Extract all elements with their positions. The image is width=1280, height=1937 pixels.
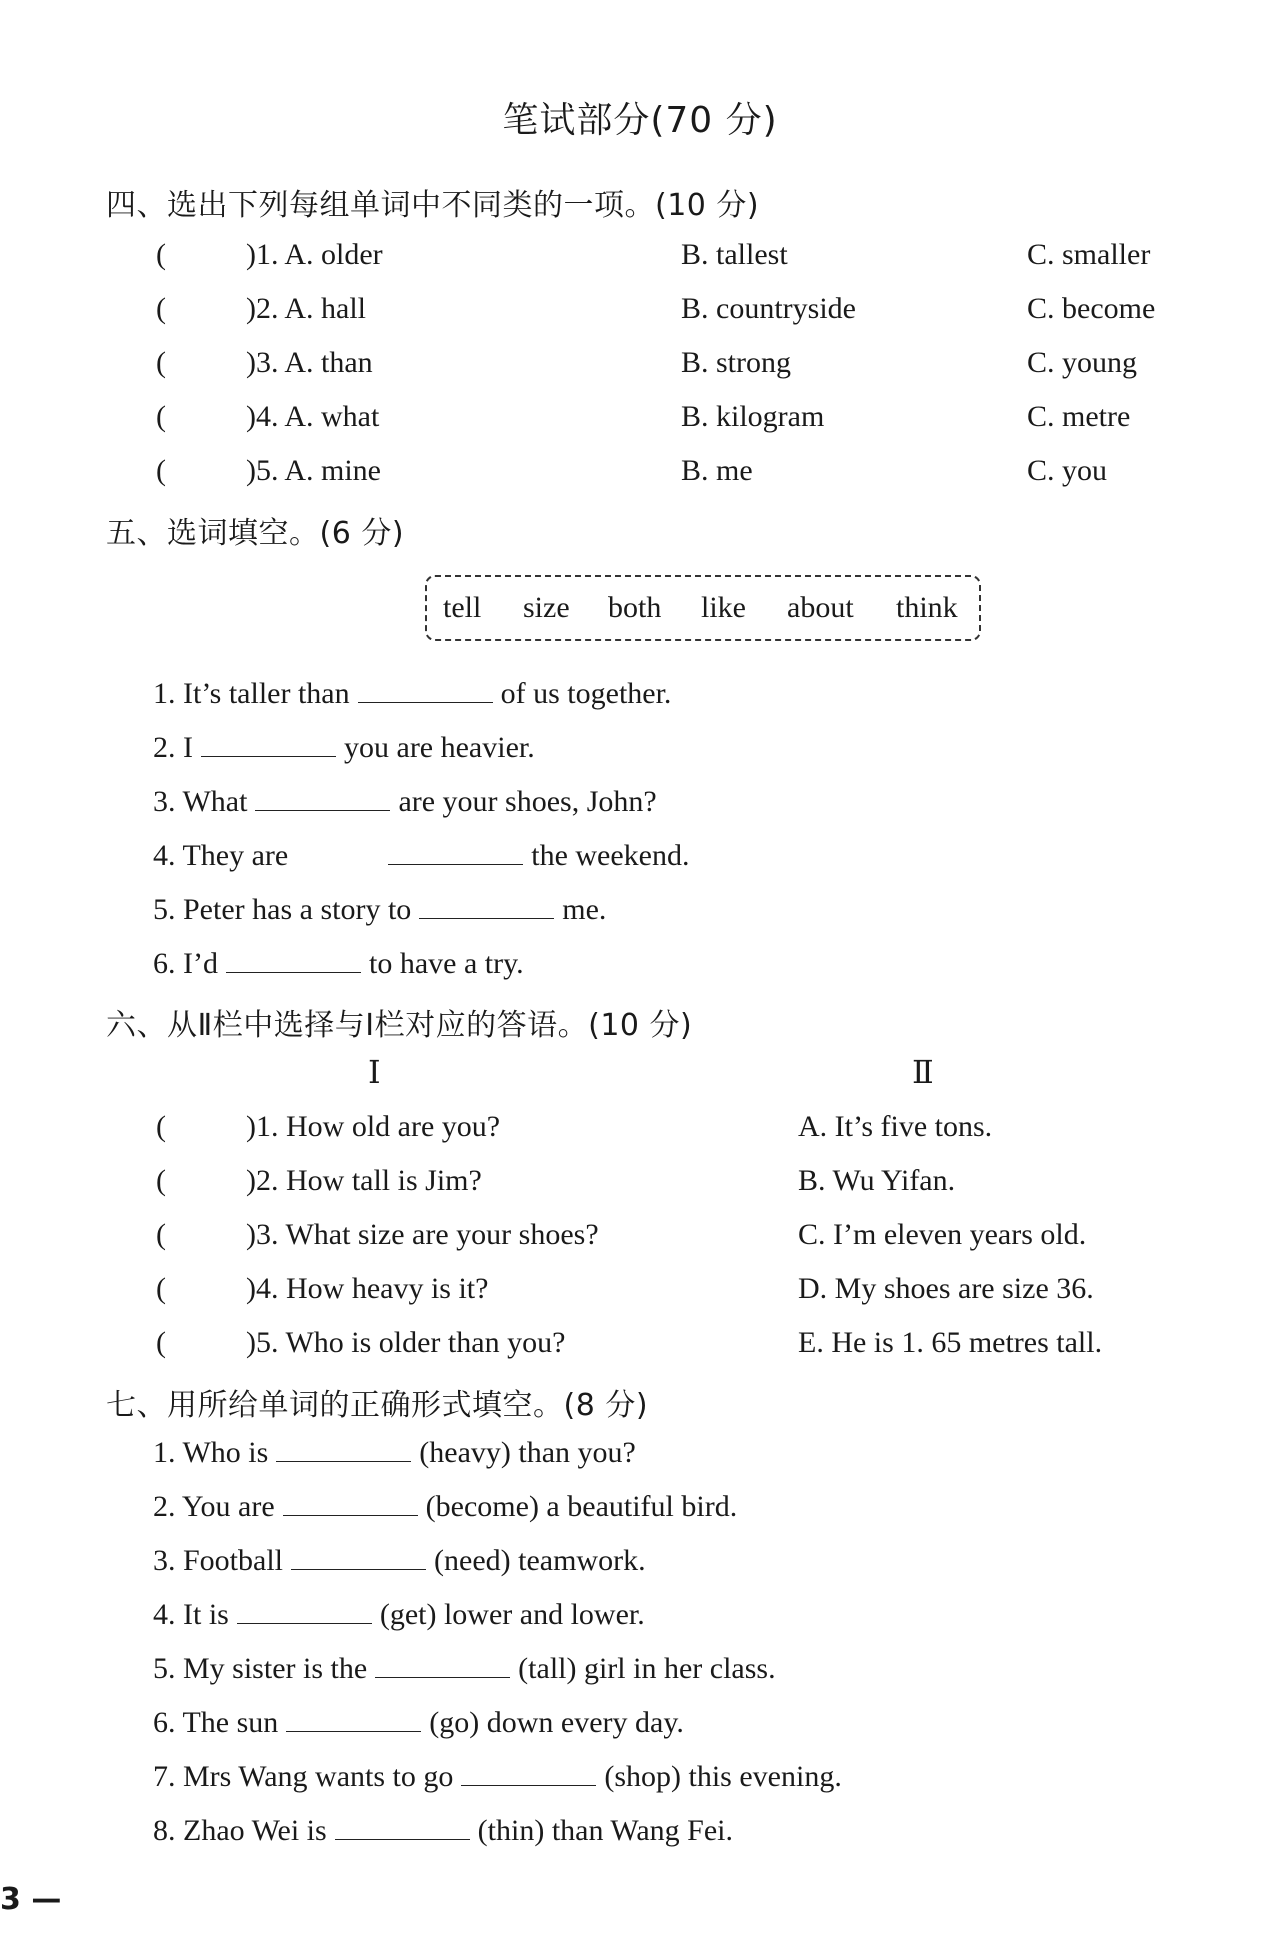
- sentence-start: 5. Peter has a story to: [153, 893, 412, 926]
- question-text: )1. A. older: [246, 238, 383, 271]
- question-text: )2. How tall is Jim?: [246, 1164, 482, 1197]
- word-bank-word: both: [608, 591, 662, 624]
- answer-blank[interactable]: [255, 786, 390, 811]
- sentence-start: 7. Mrs Wang wants to go: [153, 1760, 454, 1793]
- sentence-end: to have a try.: [368, 947, 524, 980]
- sentence-end: (need) teamwork.: [434, 1544, 646, 1577]
- section-7-item: [153, 1652, 776, 1686]
- answer-option: A. It’s five tons.: [798, 1110, 993, 1143]
- answer-blank[interactable]: [283, 1491, 418, 1516]
- sentence-end: (become) a beautiful bird.: [425, 1490, 738, 1523]
- section-7-item: [153, 1760, 842, 1794]
- section-4-heading: 四、选出下列每组单词中不同类的一项。(10 分): [106, 188, 760, 223]
- section-7-heading: 七、用所给单词的正确形式填空。(8 分): [106, 1388, 649, 1423]
- sentence-end: (go) down every day.: [429, 1706, 684, 1739]
- answer-blank[interactable]: [237, 1599, 372, 1624]
- question-text: )5. A. mine: [246, 454, 381, 487]
- sentence-start: 4. They are: [153, 839, 289, 872]
- sentence-end: (thin) than Wang Fei.: [477, 1814, 733, 1847]
- sentence-start: 3. What: [153, 785, 248, 818]
- answer-paren: (: [156, 1164, 166, 1197]
- word-bank-word: about: [787, 591, 854, 624]
- answer-blank[interactable]: [276, 1437, 411, 1462]
- section-5-item: [153, 731, 535, 765]
- section-7-item: [153, 1598, 645, 1632]
- section-5-item: [153, 893, 606, 927]
- sentence-start: 2. You are: [153, 1490, 275, 1523]
- answer-paren: (: [156, 1218, 166, 1251]
- section-7-item: [153, 1814, 733, 1848]
- question-text: )3. A. than: [246, 346, 373, 379]
- answer-blank[interactable]: [201, 732, 336, 757]
- sentence-end: (get) lower and lower.: [379, 1598, 645, 1631]
- section-6-item: [0, 1272, 1280, 1316]
- sentence-start: 1. Who is: [153, 1436, 269, 1469]
- answer-blank[interactable]: [291, 1545, 426, 1570]
- answer-option: D. My shoes are size 36.: [798, 1272, 1094, 1305]
- column-2-heading: Ⅱ: [912, 1054, 934, 1090]
- sentence-end: (shop) this evening.: [604, 1760, 842, 1793]
- answer-blank[interactable]: [375, 1653, 510, 1678]
- answer-paren: (: [156, 346, 166, 379]
- section-7-item: [153, 1490, 737, 1524]
- answer-blank[interactable]: [286, 1707, 421, 1732]
- answer-blank[interactable]: [419, 894, 554, 919]
- word-bank-word: tell: [443, 591, 482, 624]
- sentence-start: 6. I’d: [153, 947, 218, 980]
- option-c: C. smaller: [1027, 238, 1151, 271]
- sentence-start: 1. It’s taller than: [153, 677, 350, 710]
- answer-paren: (: [156, 292, 166, 325]
- section-6-heading: 六、从Ⅱ栏中选择与Ⅰ栏对应的答语。(10 分): [106, 1008, 693, 1043]
- sentence-start: 6. The sun: [153, 1706, 279, 1739]
- answer-paren: (: [156, 1272, 166, 1305]
- word-bank-word: like: [701, 591, 746, 624]
- answer-paren: (: [156, 1326, 166, 1359]
- sentence-start: 4. It is: [153, 1598, 229, 1631]
- option-c: C. you: [1027, 454, 1108, 487]
- answer-blank[interactable]: [226, 948, 361, 973]
- sentence-end: you are heavier.: [344, 731, 535, 764]
- sentence-start: 2. I: [153, 731, 193, 764]
- section-6-item: [0, 1164, 1280, 1208]
- answer-blank[interactable]: [388, 840, 523, 865]
- section-4-item: [0, 454, 1280, 498]
- page-title: 笔试部分(70 分): [502, 100, 778, 141]
- page-number: 3 —: [0, 1882, 62, 1917]
- section-4-item: [0, 400, 1280, 444]
- question-text: )4. A. what: [246, 400, 380, 433]
- option-c: C. metre: [1027, 400, 1131, 433]
- question-text: )1. How old are you?: [246, 1110, 501, 1143]
- sentence-start: 5. My sister is the: [153, 1652, 368, 1685]
- sentence-end: me.: [562, 893, 607, 926]
- section-7-item: [153, 1544, 646, 1578]
- section-5-heading: 五、选词填空。(6 分): [106, 516, 405, 551]
- section-7-item: [153, 1436, 636, 1470]
- option-b: B. countryside: [681, 292, 856, 325]
- answer-option: C. I’m eleven years old.: [798, 1218, 1087, 1251]
- sentence-start: 8. Zhao Wei is: [153, 1814, 327, 1847]
- word-bank-word: think: [896, 591, 958, 624]
- section-5-item: [153, 839, 690, 873]
- answer-blank[interactable]: [358, 678, 493, 703]
- answer-blank[interactable]: [335, 1815, 470, 1840]
- answer-blank[interactable]: [461, 1761, 596, 1786]
- option-c: C. become: [1027, 292, 1156, 325]
- sentence-end: of us together.: [500, 677, 672, 710]
- answer-option: E. He is 1. 65 metres tall.: [798, 1326, 1103, 1359]
- section-5-item: [153, 947, 524, 981]
- question-text: )5. Who is older than you?: [246, 1326, 566, 1359]
- option-c: C. young: [1027, 346, 1138, 379]
- option-b: B. me: [681, 454, 753, 487]
- word-bank-box: [425, 575, 981, 641]
- answer-option: B. Wu Yifan.: [798, 1164, 956, 1197]
- answer-paren: (: [156, 1110, 166, 1143]
- section-5-item: [153, 677, 671, 711]
- sentence-end: (tall) girl in her class.: [518, 1652, 776, 1685]
- section-4-item: [0, 346, 1280, 390]
- word-bank-word: size: [523, 591, 570, 624]
- section-7-item: [153, 1706, 684, 1740]
- column-1-heading: Ⅰ: [368, 1054, 381, 1090]
- answer-paren: (: [156, 238, 166, 271]
- question-text: )3. What size are your shoes?: [246, 1218, 599, 1251]
- sentence-start: 3. Football: [153, 1544, 284, 1577]
- sentence-end: are your shoes, John?: [398, 785, 657, 818]
- option-b: B. tallest: [681, 238, 788, 271]
- option-b: B. strong: [681, 346, 792, 379]
- section-4-item: [0, 238, 1280, 282]
- sentence-end: the weekend.: [531, 839, 690, 872]
- section-5-item: [153, 785, 657, 819]
- answer-paren: (: [156, 400, 166, 433]
- section-6-item: [0, 1218, 1280, 1262]
- answer-paren: (: [156, 454, 166, 487]
- section-4-item: [0, 292, 1280, 336]
- question-text: )2. A. hall: [246, 292, 366, 325]
- section-6-item: [0, 1326, 1280, 1370]
- sentence-end: (heavy) than you?: [419, 1436, 636, 1469]
- option-b: B. kilogram: [681, 400, 825, 433]
- question-text: )4. How heavy is it?: [246, 1272, 489, 1305]
- section-6-item: [0, 1110, 1280, 1154]
